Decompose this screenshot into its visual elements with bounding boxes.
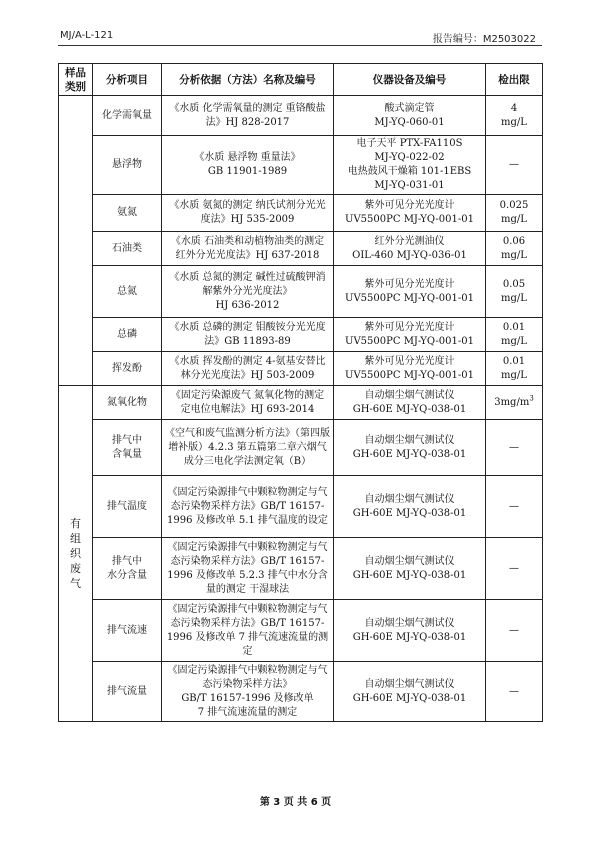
instrument-cell: 酸式滴定管 MJ-YQ-060-01 [334,96,486,136]
header-basis: 分析依据（方法）名称及编号 [162,64,334,96]
header-sample-type: 样品类别 [59,64,93,96]
basis-cell: 《固定污染源排气中颗粒物测定与气态污染物采样方法》GB/T 16157-1996 及修改单 7 排气流速流量的测定 [162,600,334,662]
table-row [59,538,543,600]
limit-cell: — [486,662,543,722]
instrument-cell: 自动烟尘烟气测试仪 GH-60E MJ-YQ-038-01 [334,538,486,600]
basis-cell: 《水质 化学需氧量的测定 重铬酸盐法》HJ 828-2017 [162,96,334,136]
table-row [59,662,543,722]
limit-cell [486,386,543,420]
table-row [59,318,543,352]
limit-cell: 0.01 mg/L [486,352,543,386]
item-cell: 氨氮 [93,195,162,232]
item-cell: 石油类 [93,232,162,266]
table-row [59,232,543,266]
instrument-cell: 自动烟尘烟气测试仪 GH-60E MJ-YQ-038-01 [334,662,486,722]
basis-cell: 《水质 总氮的测定 碱性过硫酸钾消解紫外分光光度法》 HJ 636-2012 [162,266,334,318]
table-header-row [59,64,543,96]
basis-cell: 《水质 氨氮的测定 纳氏试剂分光光度法》HJ 535-2009 [162,195,334,232]
instrument-cell: 自动烟尘烟气测试仪 GH-60E MJ-YQ-038-01 [334,600,486,662]
item-cell: 总磷 [93,318,162,352]
document-code: MJ/A-L-121 [60,30,114,41]
item-cell: 悬浮物 [93,136,162,195]
item-cell: 排气流速 [93,600,162,662]
table-row [59,476,543,538]
basis-cell: 《固定污染源排气中颗粒物测定与气态污染物采样方法》GB/T 16157-1996 及修改单 5.1 排气温度的设定 [162,476,334,538]
item-cell: 排气流量 [93,662,162,722]
basis-cell: 《固定污染源排气中颗粒物测定与气态污染物采样方法》 GB/T 16157-1996 及修改单 7 排气流速流量的测定 [162,662,334,722]
item-cell: 挥发酚 [93,352,162,386]
limit-cell: — [486,538,543,600]
limit-cell: — [486,476,543,538]
item-cell: 总氮 [93,266,162,318]
item-cell: 氮氧化物 [93,386,162,420]
item-cell: 排气温度 [93,476,162,538]
basis-cell: 《水质 石油类和动植物油类的测定 红外分光光度法》HJ 637-2018 [162,232,334,266]
limit-cell: — [486,420,543,476]
header-limit: 检出限 [486,64,543,96]
item-cell: 排气中 水分含量 [93,538,162,600]
page-number: 第 3 页 共 6 页 [259,797,332,808]
instrument-cell: 紫外可见分光光度计 UV5500PC MJ-YQ-001-01 [334,318,486,352]
basis-cell: 《固定污染源废气 氮氧化物的测定 定电位电解法》HJ 693-2014 [162,386,334,420]
instrument-cell: 紫外可见分光光度计 UV5500PC MJ-YQ-001-01 [334,266,486,318]
table-row [59,266,543,318]
limit-value: 3mg/m [494,396,530,408]
basis-cell: 《水质 挥发酚的测定 4-氨基安替比林分光光度法》HJ 503-2009 [162,352,334,386]
table-row [59,386,543,420]
basis-cell: 《空气和废气监测分析方法》（第四版增补版）4.2.3 第五篇第二章六烟气成分三电化学法测定氧（B） [162,420,334,476]
limit-cell: 4 mg/L [486,96,543,136]
report-number: 报告编号：M2503022 [432,34,536,45]
table-row [59,600,543,662]
sample-type-cell: 有 组 织 废 气 [59,386,93,722]
basis-cell: 《固定污染源排气中颗粒物测定与气态污染物采样方法》GB/T 16157-1996 及修改单 5.2.3 排气中水分含量的测定 干湿球法 [162,538,334,600]
limit-cell: — [486,600,543,662]
table-row [59,195,543,232]
instrument-cell: 自动烟尘烟气测试仪 GH-60E MJ-YQ-038-01 [334,420,486,476]
instrument-cell: 自动烟尘烟气测试仪 GH-60E MJ-YQ-038-01 [334,386,486,420]
limit-cell: — [486,136,543,195]
instrument-cell: 紫外可见分光光度计 UV5500PC MJ-YQ-001-01 [334,195,486,232]
limit-cell: 0.05 mg/L [486,266,543,318]
basis-cell: 《水质 总磷的测定 钼酸铵分光光度法》GB 11893-89 [162,318,334,352]
analysis-methods-table [58,63,543,722]
instrument-cell: 自动烟尘烟气测试仪 GH-60E MJ-YQ-038-01 [334,476,486,538]
instrument-cell: 红外分光测油仪 OIL-460 MJ-YQ-036-01 [334,232,486,266]
item-cell: 化学需氧量 [93,96,162,136]
table-row [59,420,543,476]
item-cell: 排气中 含氧量 [93,420,162,476]
instrument-cell: 电子天平 PTX-FA110S MJ-YQ-022-02 电热鼓风干燥箱 101-1EBS MJ-YQ-031-01 [334,136,486,195]
table-row [59,352,543,386]
basis-cell: 《水质 悬浮物 重量法》 GB 11901-1989 [162,136,334,195]
table-row [59,96,543,136]
sample-type-cell-wastewater [59,96,93,386]
table-row [59,136,543,195]
limit-cell: 0.01 mg/L [486,318,543,352]
header-rule [58,45,542,46]
header-instrument: 仪器设备及编号 [334,64,486,96]
instrument-cell: 紫外可见分光光度计 UV5500PC MJ-YQ-001-01 [334,352,486,386]
limit-unit-superscript: 3 [529,394,534,403]
limit-cell: 0.025 mg/L [486,195,543,232]
limit-cell: 0.06 mg/L [486,232,543,266]
header-item: 分析项目 [93,64,162,96]
